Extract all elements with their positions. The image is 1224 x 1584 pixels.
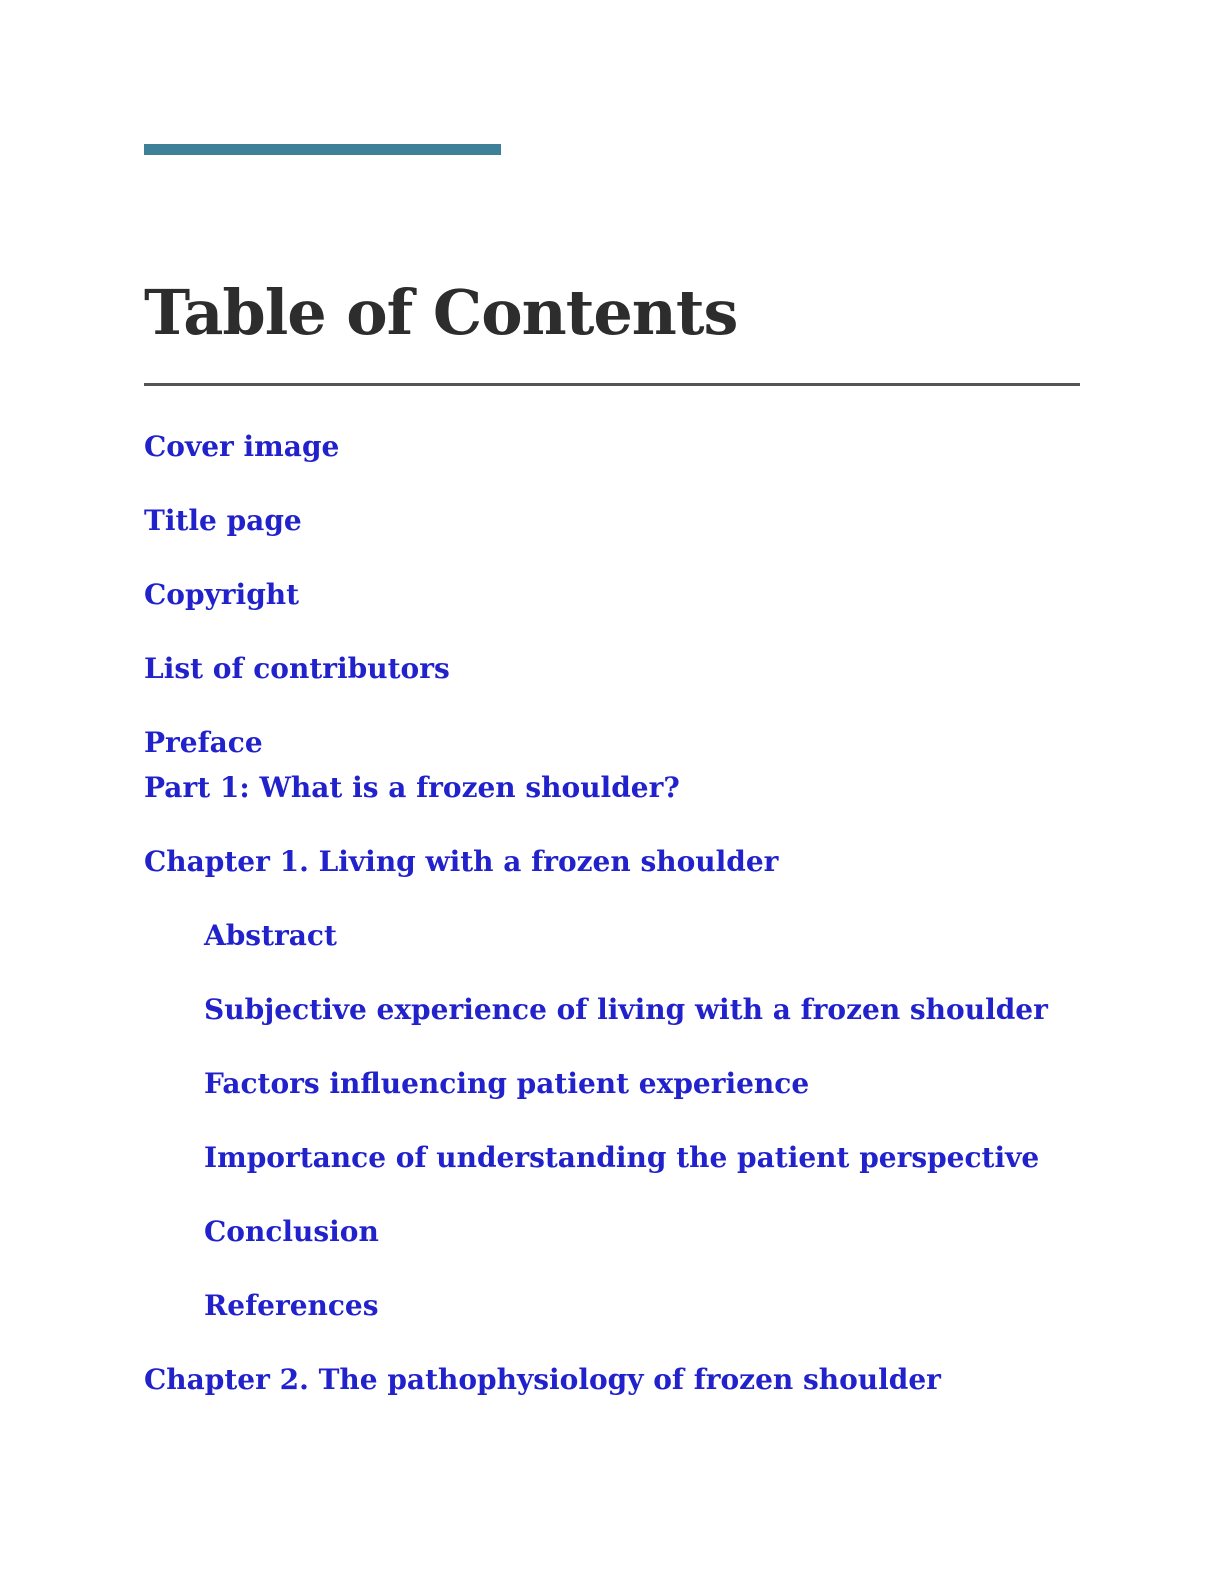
- toc-link-list-of-contributors[interactable]: List of contributors: [144, 652, 450, 685]
- toc-link-title-page[interactable]: Title page: [144, 504, 302, 537]
- toc-link-chapter-1[interactable]: Chapter 1. Living with a frozen shoulder: [144, 845, 779, 878]
- toc-link-factors-influencing[interactable]: Factors influencing patient experience: [204, 1067, 810, 1100]
- toc-link-importance-understanding[interactable]: Importance of understanding the patient perspective: [204, 1141, 1040, 1174]
- toc-link-cover-image[interactable]: Cover image: [144, 430, 340, 463]
- toc-link-conclusion[interactable]: Conclusion: [204, 1215, 379, 1248]
- toc-link-references[interactable]: References: [204, 1289, 379, 1322]
- accent-bar: [144, 144, 501, 155]
- toc-link-preface[interactable]: Preface: [144, 726, 263, 759]
- toc-link-chapter-2[interactable]: Chapter 2. The pathophysiology of frozen shoulder: [144, 1363, 941, 1396]
- toc-link-abstract[interactable]: Abstract: [204, 919, 337, 952]
- table-of-contents: [144, 428, 1080, 1398]
- toc-link-copyright[interactable]: Copyright: [144, 578, 300, 611]
- toc-link-subjective-experience[interactable]: Subjective experience of living with a frozen shoulder: [204, 993, 1048, 1026]
- title-rule: [144, 383, 1080, 386]
- page-title: Table of Contents: [144, 276, 738, 349]
- toc-link-part-1[interactable]: Part 1: What is a frozen shoulder?: [144, 771, 680, 804]
